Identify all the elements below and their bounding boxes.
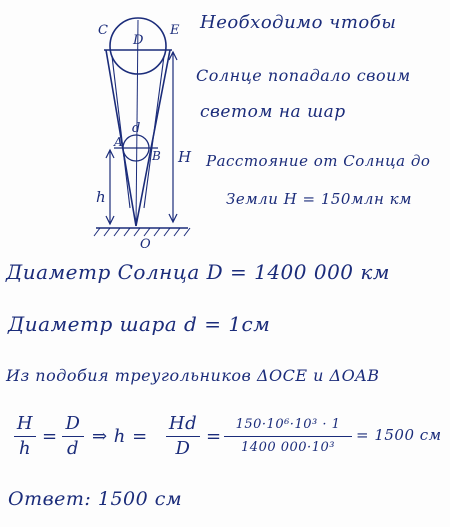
line-inner-left xyxy=(112,56,130,208)
equals-1: = xyxy=(42,426,58,447)
answer-line: Ответ: 1500 см xyxy=(8,488,183,510)
label-b: B xyxy=(152,149,161,163)
frac-bar-1 xyxy=(14,436,36,437)
note-line-2: Солнце попадало своим xyxy=(196,66,411,85)
label-h-big: H xyxy=(178,148,192,166)
frac-d: d xyxy=(66,438,80,459)
result: = 1500 см xyxy=(356,426,442,444)
frac-D: D xyxy=(65,413,81,434)
note-line-1: Необходимо чтобы xyxy=(200,12,397,33)
frac-H: H xyxy=(16,413,34,434)
implies-h: ⇒ h = xyxy=(92,426,148,447)
note-line-4: Расстояние от Солнца до xyxy=(206,152,431,170)
note-line-3: светом на шар xyxy=(200,102,346,122)
label-o: O xyxy=(140,237,151,252)
fraction-H-h xyxy=(14,414,36,459)
ground-hatch xyxy=(94,228,190,236)
ball-diameter-line: Диаметр шара d = 1см xyxy=(8,312,271,336)
frac-num-top: 150·10⁶·10³ · 1 xyxy=(235,417,341,432)
sun-diameter-line: Диаметр Солнца D = 1400 000 км xyxy=(6,260,390,284)
fraction-Hd-D xyxy=(166,414,200,459)
frac-bar-3 xyxy=(166,436,200,437)
fraction-D-d xyxy=(62,414,84,459)
label-e: E xyxy=(170,23,180,38)
label-h-small: h xyxy=(96,188,106,206)
equals-2: = xyxy=(206,426,222,447)
geometry-diagram xyxy=(90,8,290,263)
frac-D-bottom: D xyxy=(175,438,191,459)
frac-bar-4 xyxy=(224,436,352,437)
line-inner-right xyxy=(144,56,164,208)
frac-h: h xyxy=(18,438,32,459)
note-line-5: Земли H = 150млн км xyxy=(226,190,412,208)
equation-row xyxy=(8,410,448,474)
frac-bar-2 xyxy=(62,436,84,437)
label-c: C xyxy=(98,23,108,38)
label-a: A xyxy=(114,135,123,149)
frac-Hd: Hd xyxy=(168,413,198,434)
label-d-ball: d xyxy=(132,121,141,136)
frac-num-bottom: 1400 000·10³ xyxy=(241,440,335,455)
label-d-sun: D xyxy=(133,33,144,48)
fraction-numeric xyxy=(224,416,352,457)
similarity-line: Из подобия треугольников ΔOCE и ΔOAB xyxy=(6,366,380,385)
